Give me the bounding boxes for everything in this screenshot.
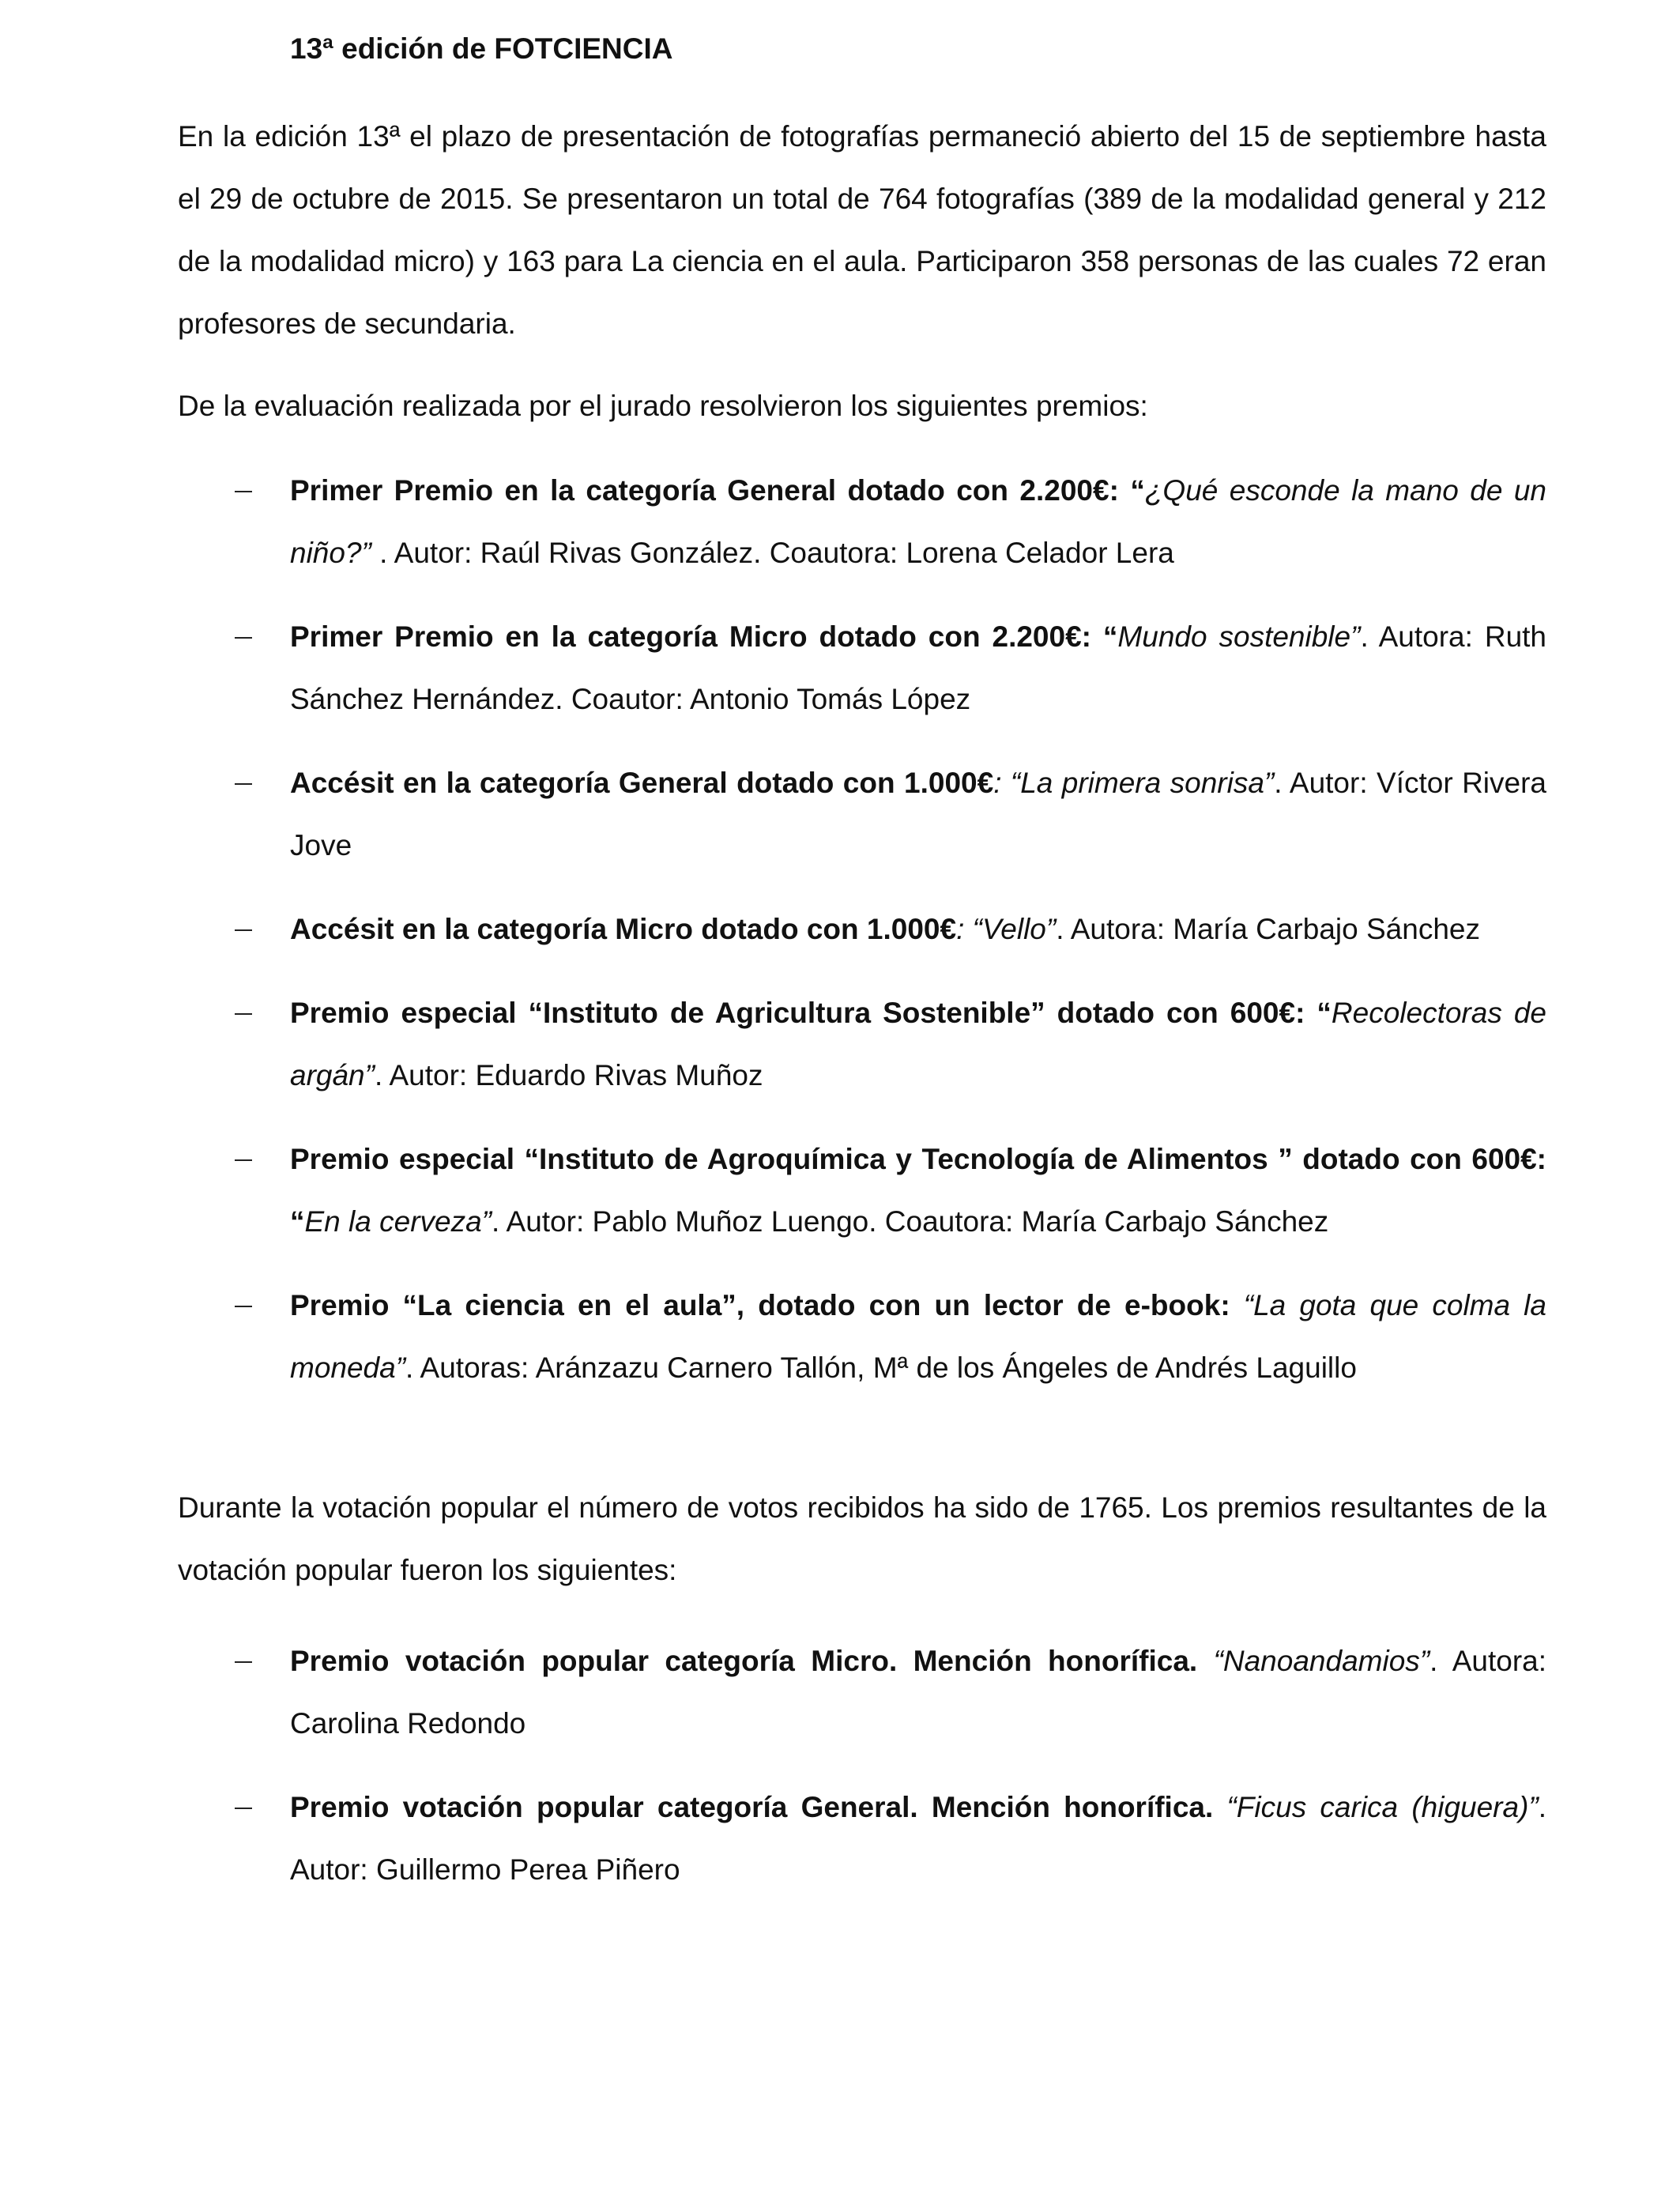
award-prize: Premio especial “Instituto de Agricultura Sostenible” dotado con 600€: “ <box>290 997 1332 1029</box>
award-work-title: Recolectoras de argán” <box>290 997 1546 1091</box>
award-work-title: “Nanoandamios” <box>1213 1645 1430 1677</box>
award-work-title: : “La primera sonrisa” <box>993 767 1275 799</box>
award-authors: . Autor: Guillermo Perea Piñero <box>290 1791 1546 1886</box>
award-prize: Primer Premio en la categoría General dotado con 2.200€: “ <box>290 474 1145 507</box>
award-item <box>0 459 1546 584</box>
award-prize: Premio especial “Instituto de Agroquímica y Tecnología de Alimentos ” dotado con 600€: “ <box>290 1143 1546 1238</box>
award-work-title: : “Vello” <box>956 913 1057 945</box>
award-work-title: ¿Qué esconde la mano de un niño?” <box>290 474 1546 569</box>
award-prize: Accésit en la categoría Micro dotado con 1.000€ <box>290 913 957 945</box>
award-item <box>0 982 1546 1106</box>
award-work-title: “Ficus carica (higuera)” <box>1226 1791 1539 1823</box>
award-authors: . Autor: Pablo Muñoz Luengo. Coautora: María Carbajo Sánchez <box>492 1205 1329 1238</box>
popular-award-item <box>0 1630 1546 1755</box>
award-item <box>0 752 1546 876</box>
award-authors: . Autora: Carolina Redondo <box>290 1645 1547 1740</box>
intro-paragraph: En la edición 13ª el plazo de presentación de fotografías permaneció abierto del 15 de septiembre hasta el 29 de octubre de 2015. Se presentaron un total de 764 fotografías (389 de la modalidad general y 212 de la modalidad micro) y 163 para La ciencia en el aula. Participaron 358 personas de las cuales 72 eran profesores de secundaria. <box>178 120 1546 340</box>
award-item <box>0 1128 1546 1253</box>
jury-awards-list <box>0 459 1546 1420</box>
popular-award-item <box>0 1776 1546 1901</box>
award-authors: . Autor: Raúl Rivas González. Coautora: Lorena Celador Lera <box>371 537 1174 569</box>
award-authors: . Autora: Ruth Sánchez Hernández. Coautor: Antonio Tomás López <box>290 620 1547 715</box>
awards-lead-paragraph: De la evaluación realizada por el jurado resolvieron los siguientes premios: <box>178 390 1148 422</box>
award-prize: Premio “La ciencia en el aula”, dotado con un lector de e-book: <box>290 1289 1244 1321</box>
award-authors: . Autor: Víctor Rivera Jove <box>290 767 1547 861</box>
award-authors: . Autor: Eduardo Rivas Muñoz <box>374 1059 763 1091</box>
award-work-title: “La gota que colma la moneda” <box>290 1289 1546 1384</box>
award-work-title: Mundo sostenible” <box>1117 620 1361 653</box>
popular-vote-paragraph: Durante la votación popular el número de votos recibidos ha sido de 1765. Los premios resultantes de la votación popular fueron los siguientes: <box>178 1491 1546 1586</box>
award-prize: Premio votación popular categoría Micro. Mención honorífica. <box>290 1645 1214 1677</box>
award-work-title: En la cerveza” <box>304 1205 492 1238</box>
document-title: 13ª edición de FOTCIENCIA <box>290 32 673 65</box>
award-authors: . Autora: María Carbajo Sánchez <box>1056 913 1480 945</box>
award-authors: . Autoras: Aránzazu Carnero Tallón, Mª de los Ángeles de Andrés Laguillo <box>405 1351 1357 1384</box>
award-prize: Accésit en la categoría General dotado con 1.000€ <box>290 767 994 799</box>
award-prize: Primer Premio en la categoría Micro dotado con 2.200€: “ <box>290 620 1118 653</box>
award-item <box>0 605 1546 730</box>
award-item <box>0 1274 1546 1399</box>
award-prize: Premio votación popular categoría General. Mención honorífica. <box>290 1791 1227 1823</box>
popular-awards-list <box>0 1630 1546 1922</box>
award-item <box>0 898 1546 960</box>
